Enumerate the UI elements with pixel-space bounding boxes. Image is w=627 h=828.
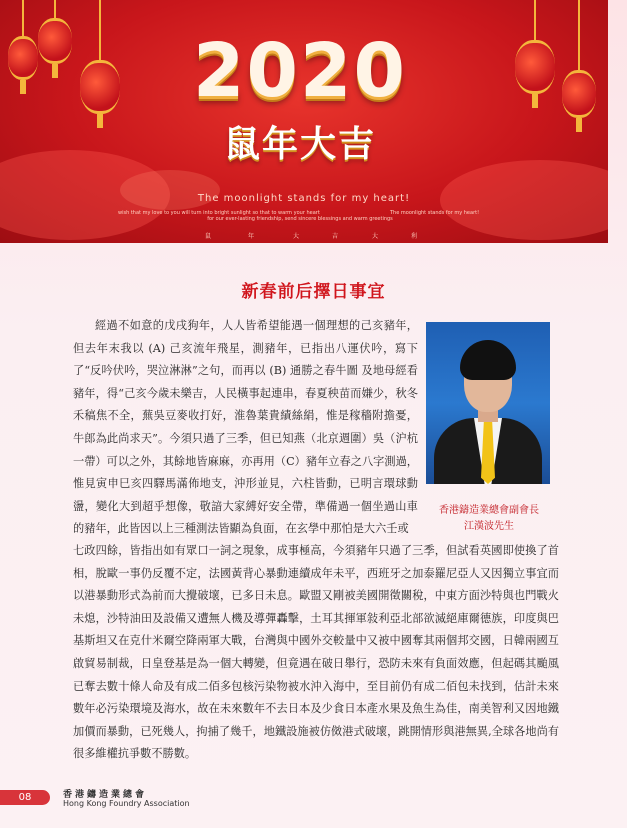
blessing-char: 年	[248, 233, 255, 240]
lantern-icon	[80, 0, 120, 128]
banner-blessings	[0, 231, 608, 239]
new-year-banner	[0, 0, 608, 243]
banner-subtitle: 鼠年大吉	[223, 124, 376, 165]
photo-caption-name: 江漢波先生	[464, 521, 514, 532]
cloud-decoration	[120, 170, 220, 210]
lantern-icon	[38, 0, 72, 78]
lantern-icon	[515, 0, 555, 108]
author-photo	[426, 322, 550, 484]
lantern-icon	[562, 0, 596, 132]
banner-small-text-left: wish that my love to you will turn into bright sunlight so that to warm your heart	[118, 210, 320, 216]
blessing-char: 大	[293, 233, 300, 240]
banner-tagline: The moonlight stands for my heart!	[197, 193, 411, 204]
blessing-char: 大	[372, 233, 379, 240]
blessing-char: 利	[411, 233, 418, 240]
banner-small-text-right: The moonlight stands for my heart!	[390, 210, 480, 216]
blessing-char: 鼠	[205, 233, 212, 240]
blessing-char: 吉	[332, 233, 339, 240]
article-title: 新春前后擇日事宜	[241, 282, 386, 302]
page-number: 08	[0, 790, 50, 805]
organization-name-english: Hong Kong Foundry Association	[63, 799, 190, 808]
lantern-icon	[8, 0, 38, 94]
article-paragraph-bottom: 七政四餘，皆指出如有眾口一詞之現象，成事極高，今須豬年只過了三季，但試看英國即使換了首相，脫歐一事仍反覆不定，法國黃背心暴動連續成年未平，西班牙之加泰羅尼亞人又因獨立事宜而以港暴動形式為前而大攪破壞，已多日未息。歐盟又剛被美國開徵關稅，中東方面沙特與也門戰火未熄，沙特油田及設備又遭無人機及導彈轟擊，土耳其揮軍敍利亞北部欲滅絕庫爾德族，印度與巴基斯坦又在克什米爾空降兩軍大戰，台灣與中國外交較量中又被中國奪其兩個邦交國，日韓兩國互啟貿易制裁，日皇登基是為一個大轉變，但竟遇在破日舉行，恐防未來有負面效應，但起碼其颱風已奪去數十條人命及有成二佰多包核污染物被水沖入海中，至目前仍有成二佰包未找到，估計未來數年必污染環境及海水，故在未來數年不去日本及少食日本產水果及魚生為佳，南美智利又因地鐵加價而暴動，已死幾人，拘捕了幾千，地鐵設施被仿傚港式破壞，跳開情形與港無異,全球各地尚有很多維權抗爭數不勝數。	[73, 544, 559, 761]
article-paragraph-top: 經過不如意的戊戌狗年，人人皆希望能遇一個理想的己亥豬年，但去年末我以 (A) 己亥流年飛星，測豬年，已指出八運伏吟，寫下了“反吟伏吟，哭泣淋淋”之句，而再以 (B) 通勝之春牛圖 及地母經看豬年，得“己亥今歲未樂吉，人民橫事起連串，春夏秧苗而嫌少，秋冬禾稿焦不全，蕪吳豆麥收打好，淮魯葉貴績絲絹，惟是稼穡附擔憂，牛郎為此尚求天”。今須只過了三季，但已知燕（北京週圍）吳（沪杭一帶）可以之外，其餘地皆麻麻，亦再用（C）豬年立春之八字測過，惟見寅申巳亥四驛馬滿佈地支，沖形並見，六柱皆動，已明言環球動盪，變化大到超乎想像，敬諳大家縛好安全帶，準備過一個坐過山車的豬年，此皆因以上三種測法皆顯為負面，在玄學中那怕是大六壬或	[73, 319, 418, 536]
banner-small-text-center: for our ever-lasting friendship, send sincere blessings and warm greetings	[207, 216, 393, 222]
photo-caption-title: 香港鑄造業總會副會長	[439, 505, 539, 516]
banner-year: 2020	[193, 28, 407, 114]
organization-name-chinese: 香港鑄造業總會	[63, 790, 148, 800]
